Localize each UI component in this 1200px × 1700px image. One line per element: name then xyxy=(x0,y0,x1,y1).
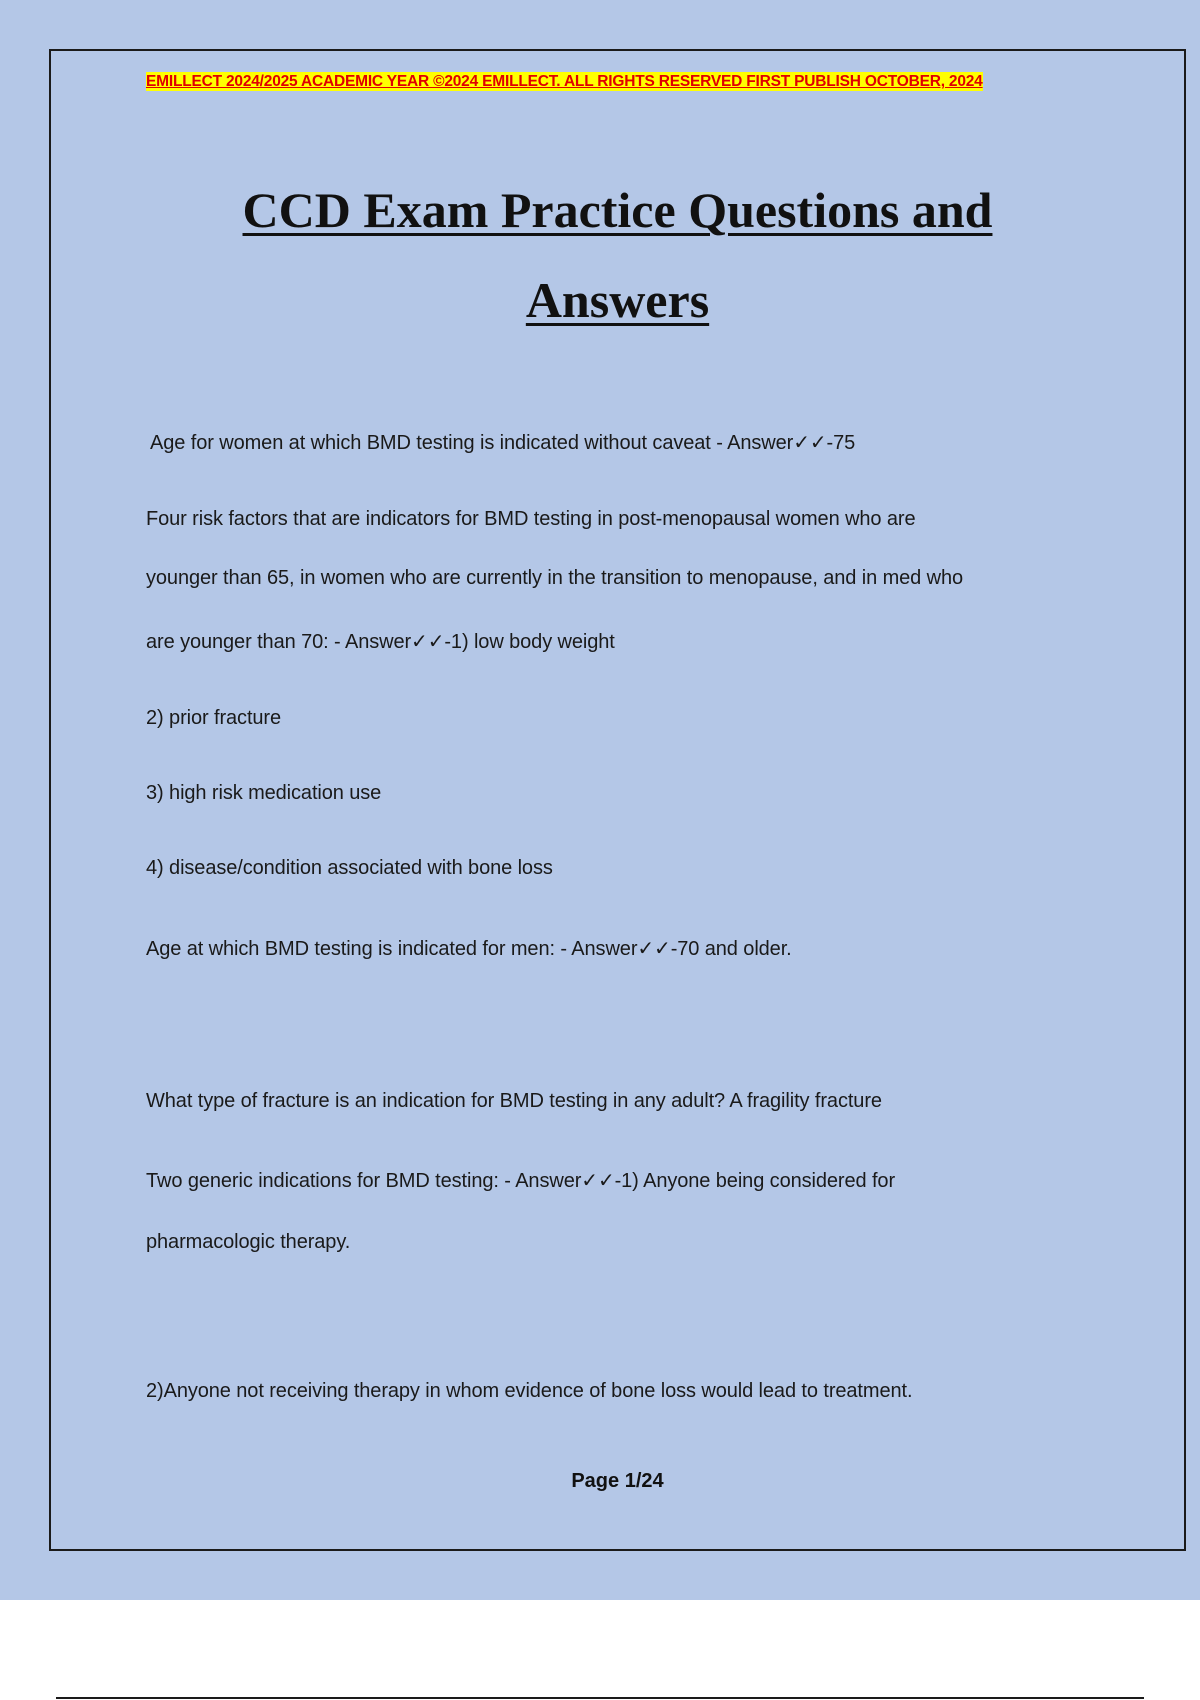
copyright-banner xyxy=(146,73,1066,91)
question-5-line-2: pharmacologic therapy. xyxy=(146,1231,351,1253)
answer-2-item-2: 2) prior fracture xyxy=(146,707,282,729)
document-title-line-1: CCD Exam Practice Questions and xyxy=(242,182,993,238)
page-number: Page 1/24 xyxy=(571,1470,664,1492)
copyright-banner-text: EMILLECT 2024/2025 ACADEMIC YEAR ©2024 EMILLECT. ALL RIGHTS RESERVED FIRST PUBLISH OCTOBER, 2024 xyxy=(146,73,983,90)
document-title-line-2: Answers xyxy=(525,272,710,328)
question-2-line-1: Four risk factors that are indicators for BMD testing in post-menopausal women who are xyxy=(146,508,916,530)
bottom-divider xyxy=(56,1697,1144,1699)
document-title xyxy=(100,165,1135,345)
question-5-line-1: Two generic indications for BMD testing: - Answer✓✓-1) Anyone being considered for xyxy=(146,1170,896,1192)
question-2-line-3: are younger than 70: - Answer✓✓-1) low body weight xyxy=(146,631,615,653)
answer-2-item-4: 4) disease/condition associated with bone loss xyxy=(146,857,553,879)
question-2-line-2: younger than 65, in women who are currently in the transition to menopause, and in med who xyxy=(146,567,964,589)
question-3: Age at which BMD testing is indicated for men: - Answer✓✓-70 and older. xyxy=(146,938,792,960)
answer-5-item-2: 2)Anyone not receiving therapy in whom evidence of bone loss would lead to treatment. xyxy=(146,1380,913,1402)
question-1: Age for women at which BMD testing is indicated without caveat - Answer✓✓-75 xyxy=(150,432,856,454)
answer-2-item-3: 3) high risk medication use xyxy=(146,782,382,804)
question-4: What type of fracture is an indication for BMD testing in any adult? A fragility fracture xyxy=(146,1090,882,1112)
